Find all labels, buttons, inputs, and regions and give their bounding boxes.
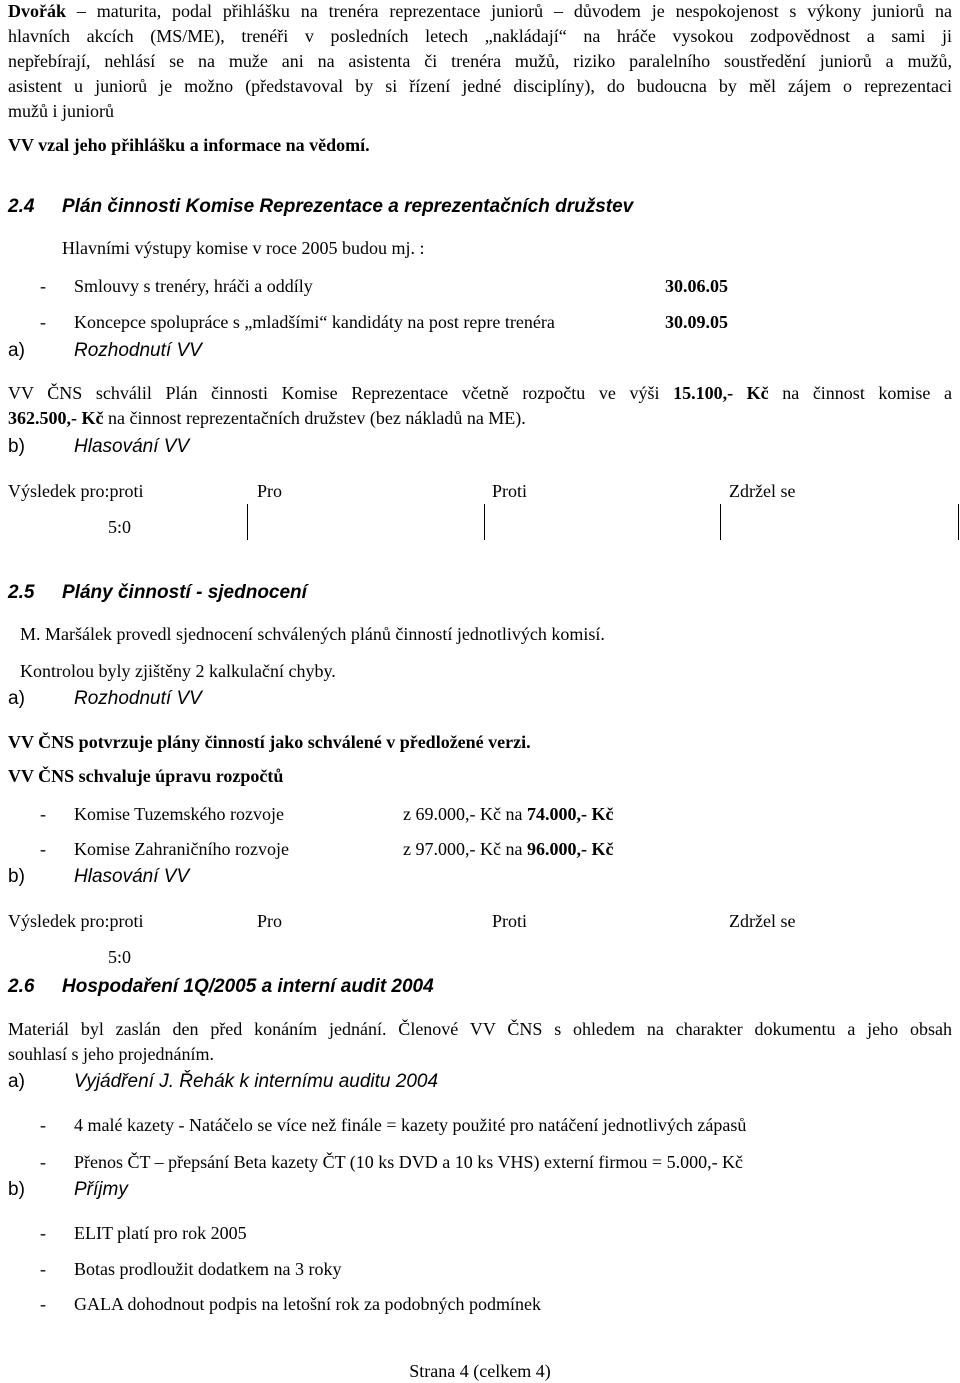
section-2-5-text: Kontrolou byly zjištěny 2 kalkulační chyby. [20,661,336,681]
list-item [40,1114,940,1136]
page-footer: Strana 4 (celkem 4) [409,1361,551,1381]
list-item-text: Koncepce spolupráce s „mladšími“ kandidáty na post repre trenéra [74,312,555,332]
list-item-text: 4 malé kazety - Natáčelo se více než finále = kazety použité pro natáčení jednotlivých zápasů [74,1115,747,1135]
intro-line: nepřebírají, nehlásí se na muže ani na asistenta či trenéra mužů, riziko paralelního soustředění juniorů a mužů, [8,51,952,71]
table-divider [247,504,248,540]
list-item [40,1258,940,1280]
list-item-date: 30.06.05 [665,276,728,296]
subsection-label: Vyjádření J. Řehák k internímu auditu 2004 [74,1071,439,1092]
list-item [40,275,740,297]
decision-line: VV ČNS schválil Plán činnosti Komise Reprezentace včetně rozpočtu ve výši 15.100,- Kč na činnost komise a [8,383,952,403]
subsection-marker: a) [8,688,25,709]
vote-header-result: Výsledek pro:proti [8,481,144,501]
list-item [40,311,740,333]
subsection-a-heading [8,1071,438,1093]
bullet-dash: - [40,1294,46,1314]
section-title: Plán činnosti Komise Reprezentace a reprezentačních družstev [62,196,634,217]
subsection-a-heading [8,688,202,710]
list-item-text: Komise Tuzemského rozvoje [74,804,284,824]
bullet-dash: - [40,804,46,824]
vote-table [0,478,960,540]
list-item [40,838,740,860]
vote-header-proti: Proti [492,481,528,501]
section-number: 2.6 [8,976,35,997]
section-title: Plány činností - sjednocení [62,582,307,603]
text-line: souhlasí s jeho projednáním. [8,1044,214,1064]
table-divider [720,504,721,540]
table-divider [484,504,485,540]
bullet-dash: - [40,1115,46,1135]
list-item-text: GALA dohodnout podpis na letošní rok za podobných podmínek [74,1294,541,1314]
subsection-label: Hlasování VV [74,436,190,457]
vote-result: 5:0 [108,517,132,537]
intro-paragraph [8,0,952,122]
decision-line: 362.500,- Kč na činnost reprezentačních družstev (bez nákladů na ME). [8,408,526,428]
list-item [40,1151,940,1173]
intro-line: asistent u juniorů je možno (představoval by si řízení jedné disciplíny), do budoucna by měl zájem o reprezentaci [8,76,952,96]
list-item [40,1293,940,1315]
intro-decision: VV vzal jeho přihlášku a informace na vědomí. [8,135,370,155]
vote-header-result: Výsledek pro:proti [8,911,144,931]
section-title: Hospodaření 1Q/2005 a interní audit 2004 [62,976,434,997]
vote-table [0,908,960,970]
section-2-4-decision [8,382,952,429]
section-number: 2.5 [8,582,35,603]
section-2-4-heading [8,196,633,218]
subsection-marker: b) [8,866,25,887]
list-item-text: Smlouvy s trenéry, hráči a oddíly [74,276,313,296]
vote-header-pro: Pro [257,481,283,501]
subsection-label: Hlasování VV [74,866,190,887]
section-2-4-lead: Hlavními výstupy komise v roce 2005 budou mj. : [62,238,425,258]
list-item-text: ELIT platí pro rok 2005 [74,1223,247,1243]
list-item-date: 30.09.05 [665,312,728,332]
intro-line: Dvořák – maturita, podal přihlášku na trenéra reprezentace juniorů – důvodem je nespokojenost s výkony juniorů na [8,1,952,21]
subsection-marker: a) [8,1071,25,1092]
bullet-dash: - [40,1223,46,1243]
section-2-5-text: M. Maršálek provedl sjednocení schválených plánů činností jednotlivých komisí. [20,624,605,644]
vote-result: 5:0 [108,947,132,967]
bullet-dash: - [40,1259,46,1279]
budget-change: z 97.000,- Kč na 96.000,- Kč [403,839,614,859]
subsection-a-heading [8,340,202,362]
subsection-marker: b) [8,436,25,457]
subsection-b-heading [8,866,189,888]
list-item-text: Komise Zahraničního rozvoje [74,839,289,859]
vote-header-proti: Proti [492,911,528,931]
section-2-5-decision: VV ČNS schvaluje úpravu rozpočtů [8,766,284,786]
bullet-dash: - [40,276,46,296]
section-2-6-heading [8,976,434,998]
bullet-dash: - [40,1152,46,1172]
list-item [40,803,740,825]
subsection-b-heading [8,436,189,458]
list-item [40,1222,940,1244]
list-item-text: Botas prodloužit dodatkem na 3 roky [74,1259,342,1279]
subsection-label: Rozhodnutí VV [74,340,202,361]
section-2-5-heading [8,582,307,604]
subsection-label: Příjmy [74,1179,128,1200]
bullet-dash: - [40,839,46,859]
section-2-6-text [8,1018,952,1065]
intro-line: hlavních akcích (MS/ME), trenéři v posledních letech „nakládají“ na hráče vysokou zodpovědnost a sami ji [8,26,952,46]
subsection-marker: b) [8,1179,25,1200]
section-number: 2.4 [8,196,35,217]
intro-line: mužů i juniorů [8,101,114,121]
subsection-b-heading [8,1179,128,1201]
subsection-label: Rozhodnutí VV [74,688,202,709]
budget-change: z 69.000,- Kč na 74.000,- Kč [403,804,614,824]
vote-header-pro: Pro [257,911,283,931]
bullet-dash: - [40,312,46,332]
subsection-marker: a) [8,340,25,361]
table-divider [958,504,959,540]
list-item-text: Přenos ČT – přepsání Beta kazety ČT (10 ks DVD a 10 ks VHS) externí firmou = 5.000,- Kč [74,1152,744,1172]
section-2-5-decision: VV ČNS potvrzuje plány činností jako schválené v předložené verzi. [8,732,531,752]
vote-header-zdrzel: Zdržel se [729,911,796,931]
vote-header-zdrzel: Zdržel se [729,481,796,501]
text-line: Materiál byl zaslán den před konáním jednání. Členové VV ČNS s ohledem na charakter dokumentu a jeho obsah [8,1019,952,1039]
